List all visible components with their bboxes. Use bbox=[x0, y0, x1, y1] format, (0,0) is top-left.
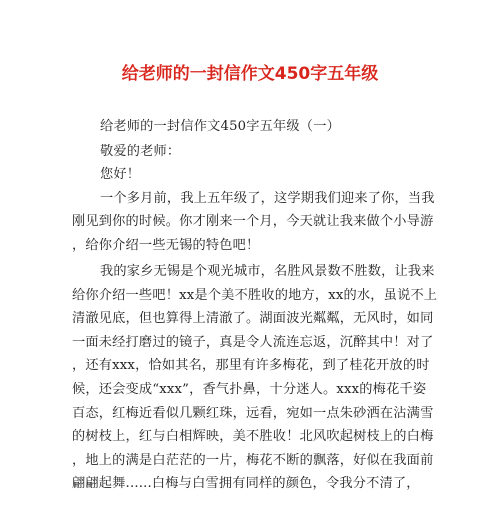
letter-greeting: 您好！ bbox=[100, 167, 141, 183]
paragraph-line: 一面未经打磨过的镜子，真是令人流连忘返，沉醉其中！对了 bbox=[72, 334, 434, 350]
paragraph-line: 候，还会变成“xxx”，香气扑鼻，十分迷人。xxx的梅花千姿 bbox=[72, 382, 427, 398]
paragraph-line: 百态，红梅近看似几颗红珠，远看，宛如一点朱砂洒在沾满雪 bbox=[72, 405, 434, 421]
paragraph-line: ，给你介绍一些无锡的特色吧！ bbox=[72, 237, 260, 253]
paragraph-line: ，地上的满是白茫茫的一片，梅花不断的飘落，好似在我面前 bbox=[72, 452, 434, 468]
paragraph-line: 我的家乡无锡是个观光城市，名胜风景数不胜数，让我来 bbox=[100, 264, 435, 280]
paragraph-line: 一个多月前，我上五年级了，这学期我们迎来了你，当我 bbox=[100, 190, 435, 206]
paragraph-line: 刚见到你的时候。你才刚来一个月，今天就让我来做个小导游 bbox=[72, 214, 434, 230]
letter-subtitle: 给老师的一封信作文450字五年级（一） bbox=[100, 119, 340, 134]
paragraph-line: 清澈见底，但也算得上清澈了。湖面波光粼粼，无风时，如同 bbox=[72, 311, 434, 327]
document-title: 给老师的一封信作文450字五年级 bbox=[121, 64, 379, 84]
letter-body bbox=[72, 115, 438, 496]
paragraph-line: ，还有xxx，恰如其名，那里有许多梅花，到了桂花开放的时 bbox=[72, 358, 430, 374]
paragraph-line: 的树枝上，红与白相辉映，美不胜收！北风吹起树枝上的白梅 bbox=[72, 429, 434, 445]
letter-salutation: 敬爱的老师： bbox=[100, 143, 181, 159]
paragraph-line: 给你介绍一些吧！xx是个美不胜收的地方，xx的水，虽说不上 bbox=[72, 287, 438, 303]
paragraph-line: 翩翩起舞......白梅与白雪拥有同样的颜色，令我分不清了， bbox=[72, 476, 420, 492]
